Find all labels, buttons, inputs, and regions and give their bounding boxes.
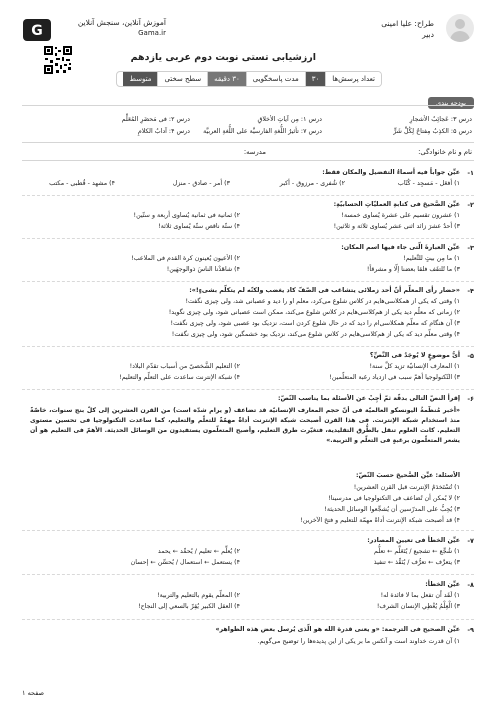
question-number: ۵- xyxy=(467,352,474,360)
question-6 xyxy=(22,394,474,406)
question-text: عیِّن الخطأ: xyxy=(425,581,460,588)
divider xyxy=(22,530,474,531)
option-2[interactable]: ۲) یُعلِّم ← تعلیم / یُحمِّد ← یحمد xyxy=(157,548,240,555)
option-2[interactable]: ۲) لا یُمکن أن تُضاعف فی التکنولوجیا فی مدرسینا! xyxy=(328,495,460,502)
option-1[interactable]: ۱) شُجِّع ← تشجیع / یُتَعَلَّم ← تعلُّم xyxy=(374,548,460,555)
question-7 xyxy=(22,536,474,570)
lesson-item: درس ۴: آدابُ الکلامِ xyxy=(137,128,190,135)
difficulty-label: سطح سختی xyxy=(157,72,207,86)
divider xyxy=(22,105,474,106)
option-2[interactable]: ۲) ثمانیة فی ثمانیة یُساوی أربعة و ستّین! xyxy=(133,212,240,219)
gama-logo-icon xyxy=(22,18,52,42)
brand-block xyxy=(56,17,166,39)
option-4[interactable]: ۴) یستعمل ← استعمال / یُحسِّن ← إحسان xyxy=(130,559,240,566)
duration-value: ۳۰ دقیقه xyxy=(207,72,246,86)
question-number: ۹- xyxy=(467,626,474,634)
option-3[interactable]: ۳) الْعِلْمُ یُعْطِي الإنسان الشرف! xyxy=(376,603,460,610)
divider xyxy=(22,346,474,347)
question-9 xyxy=(22,625,474,649)
lesson-item: درس ۱: مِن آیاتِ الأخلاقِ xyxy=(257,116,322,123)
option-2[interactable]: ۲) الأعیون یُعینون کرة القدم فی الملاعب! xyxy=(131,255,240,262)
lesson-item: درس ۲: فی مَحضَرِ المُعَلِّم xyxy=(121,116,190,123)
option-3[interactable]: ۳) آن هنگام که معلّم همکلاسی‌ام را دید که در حال شلوغ کردن است، نزدیک بود عصبی شود، ولی چیزی نگفت! xyxy=(170,320,460,327)
option-3[interactable]: ۳) ما تُلتقَف فلقا بعضنا إلّا و مشرقاً! xyxy=(366,266,460,273)
option-1[interactable]: ۱) ما مِن بیتٍ للتَّعلیم! xyxy=(403,255,460,262)
exam-meta-bar xyxy=(116,71,382,87)
page-number: صفحه ۱ xyxy=(22,689,45,697)
option-1[interactable]: ۱) أفعَل - مَسجِد - کُتّاب xyxy=(397,180,460,187)
question-text: عیِّن الصحیح فی الترجمة: «و یعنی قدرة الله هو الّذی یُرسل بعض هذه الظواهر» xyxy=(215,626,460,633)
option-2[interactable]: ۲) شُفری - مرزوق - أکبر xyxy=(279,180,345,187)
question-text: عیِّن العبارةَ الّتی جاء فیها اسم المکان: xyxy=(341,244,460,251)
divider xyxy=(22,574,474,575)
lesson-item: درس ۳: عَجائِبُ الأشجارِ xyxy=(409,116,472,123)
option-3[interactable]: ۳) یتعرَّف ← تعرُّف / یُنَفِّذ ← تنفیذ xyxy=(373,559,460,566)
question-text: عیِّن الخطأ فی تعیین المصادر: xyxy=(367,537,460,544)
divider xyxy=(22,238,474,239)
option-2[interactable]: ۲) زمانی که معلّم دید یکی از هم‌کلاسی‌هایم در کلاس شلوغ می‌کند، ممکن است عصبانی شود، ولی چیزی نگوید! xyxy=(168,309,460,316)
designer-name: طراح: علیا امینی xyxy=(381,19,434,28)
budget-tag: بودجه بندی xyxy=(428,97,474,109)
option-4[interactable]: ۴) العقل الکبیر یُقِرّ بالسعي إلی النجاح! xyxy=(138,603,240,610)
difficulty-value: متوسط xyxy=(123,72,157,86)
option-4[interactable]: ۴) شبکة الإنترنت ساعدت علی التعلّم والتعلیم! xyxy=(119,374,240,381)
brand-site[interactable]: Gama.ir xyxy=(138,29,166,37)
svg-text:G: G xyxy=(31,23,43,39)
question-5 xyxy=(22,351,474,385)
option-4[interactable]: ۴) قد أصبحت شبکة الإنترنت أداةً مهمّة للتعلیم و فتحَ الآخرین! xyxy=(300,517,460,524)
option-1[interactable]: ۱) لَقَد اُن تفعل بما لا فائدة له! xyxy=(380,592,460,599)
option-1[interactable]: ۱) المعارف الإنسانیّة تزید کلَّ سنة! xyxy=(369,363,460,370)
question-2 xyxy=(22,200,474,234)
question-number: ۸- xyxy=(467,581,474,589)
option-3[interactable]: ۳) أمر - صادق - منزل xyxy=(172,180,230,187)
lesson-item: درس ۵: الکذِبُ مِفتاحُ لِکُلِّ شَرٍّ xyxy=(393,128,472,135)
school-field[interactable]: مدرسه: xyxy=(243,148,266,156)
question-3 xyxy=(22,243,474,277)
question-number: ۷- xyxy=(467,537,474,545)
question-text: «حضار رأی المعلّم أنّ أحد زملائی یتشاغب فی الصّفّ کاد یغضب ولکنّه لم یتکلّم بشیءٍ!»: xyxy=(189,287,460,294)
duration-label: مدت پاسخگویی xyxy=(246,72,305,86)
option-1[interactable]: ۱) تُسْتَخدَمُ الإنترنت قبل القرن العشرین! xyxy=(353,484,460,491)
qr-code-icon xyxy=(43,45,73,75)
option-4[interactable]: ۴) شاهَدْنا الناسَ ذوالوجهَین! xyxy=(166,266,240,273)
option-3[interactable]: ۳) التّکنولوجیا أهمّ سبب فی ازدیاد رغبة المتعلّمین! xyxy=(329,374,460,381)
question-number: ۴- xyxy=(467,287,474,295)
question-text: عیِّن جواباً فیه أسماءُ التفضیل والمکان فقط: xyxy=(322,169,460,176)
divider xyxy=(22,142,474,143)
avatar xyxy=(446,14,474,42)
option-3[interactable]: ۳) یُحِبُّ علی المدرّسین أن یُشجِّعوا الوسائل الحدیثة! xyxy=(324,506,460,513)
question-text: عیِّن الصَّحیحَ فی کتابةِ العملیّاتِ الحسابیّةِ: xyxy=(333,201,460,208)
student-name-field[interactable]: نام و نام خانوادگی: xyxy=(418,148,472,156)
question-number: ۲- xyxy=(467,201,474,209)
option-1[interactable]: ۱) عشرون تقسیم علی عشرة یُساوی خمسة! xyxy=(341,212,460,219)
divider xyxy=(22,160,474,161)
question-count-label: تعداد پرسش‌ها xyxy=(325,72,381,86)
option-4[interactable]: ۴) وقتی معلّم دید که یکی از هم‌کلاسی‌هایم در کلاس شلوغ می‌کند، نزدیک بود خشمگین شود، ولی چیزی نگفت! xyxy=(171,331,460,338)
question-text: أیُّ موضوعٍ لا یُوجَدُ فی النَّصِّ؟ xyxy=(369,352,460,359)
question-number: ۶- xyxy=(467,395,474,403)
reading-passage: «أخبر مُنظَّمةُ الیونسکو العالمیّة فی أنّ حجم المعارف الإنسانیّة قد تضاعف (و یرام شدّه است) من القرن العشرین إلی کلّ بنج سنوات، خاصّةً منذ استخدام شبکة الإنترنت. فی هذا القرن أصبحت شبکة الإنترنت أداةً مهمّةً للتعلّم والتعلیم، کما ساعدت التکنولوجیا فی تحسین مستوی التعلیم. کانت العلوم تنقل بالطُّرق التقلیدیة، فتغیّرت طرق التعلیم، وأصبح المتعلّمون یستفیدون من الوسائل الحدیثة. الأهمّ فی التعلیم هو أن یشعر المتعلّمون برغبةٍ فی التعلّم و التربیة.» xyxy=(30,407,460,444)
option-1[interactable]: ۱) آن قدرت خداوند است و آنکس ما بر یکی از این پدیده‌ها را توضیح می‌گویم. xyxy=(257,638,460,645)
option-3[interactable]: ۳) أحدٌ عشرَ زائد اثنی عشر یُساوی ثلاثة و ثلاثین! xyxy=(333,223,460,230)
question-4 xyxy=(22,286,474,342)
question-text: إقرأ النصّ التالی بدقّة ثمّ أجِبْ عن الأسئلة بما یناسب النّصّ: xyxy=(277,395,460,402)
option-1[interactable]: ۱) وقتی که یکی از همکلاسی‌هایم در کلاس شلوغ می‌کرد، معلم او را دید و عصبانی شد، ولی چیزی نگفت! xyxy=(185,298,460,305)
subquestion-prompt: الأسئلة: عیِّن الصَّحیحَ حسبَ النّصّ: xyxy=(355,472,460,479)
lesson-item: درس ۷: تأثیرُ اللُّغةِ الفارسیَّة علی اللُّغةِ العربیَّة xyxy=(203,128,322,135)
option-4[interactable]: ۴) مشهد - قُطبی - مکتب xyxy=(49,180,115,187)
option-2[interactable]: ۲) المعلّم یقوم بالتعلیم والتربیة! xyxy=(157,592,240,599)
divider xyxy=(22,195,474,196)
option-4[interactable]: ۴) ستّة ناقص ستّة یُساوی ثلاثة! xyxy=(158,223,240,230)
question-1 xyxy=(22,168,474,190)
designer-block xyxy=(381,18,434,40)
divider xyxy=(22,619,474,620)
question-number: ۳- xyxy=(467,244,474,252)
exam-title: ارزشیابی تستی نوبت دوم عربی یازدهم xyxy=(130,52,316,63)
divider xyxy=(22,281,474,282)
divider xyxy=(22,389,474,390)
question-count-value: ۳۰ xyxy=(305,72,326,86)
teacher-role: دبیر xyxy=(422,30,434,39)
option-2[interactable]: ۲) التعلیم الشَّخصیّ من أسباب تقدّم البلاد! xyxy=(129,363,240,370)
question-number: ۱- xyxy=(467,169,474,177)
brand-name: آموزش آنلاین، سنجش آنلاین xyxy=(77,18,166,27)
question-8 xyxy=(22,580,474,614)
